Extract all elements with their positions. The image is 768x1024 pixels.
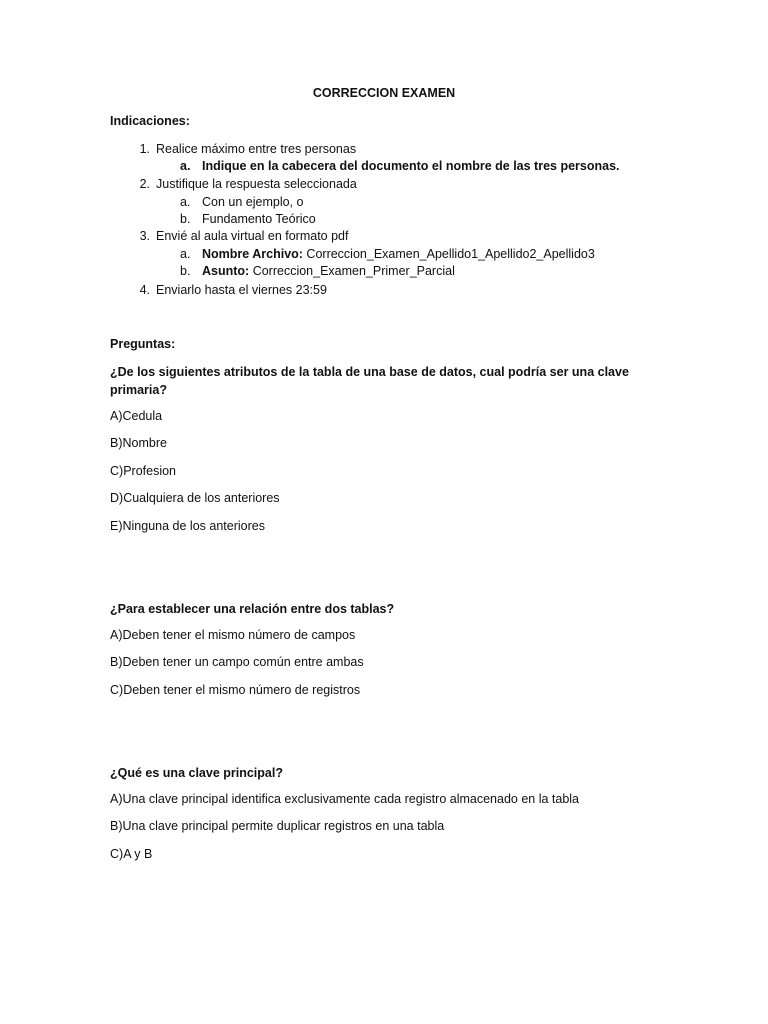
subitem-letter: b.	[180, 212, 191, 226]
subitem-text	[202, 264, 455, 278]
preguntas-heading: Preguntas:	[110, 337, 176, 351]
answer-option: D)Cualquiera de los anteriores	[110, 491, 280, 505]
instruction-number: 3.	[139, 229, 150, 243]
subitem-letter: b.	[180, 264, 191, 278]
instruction-text: Realice máximo entre tres personas	[156, 142, 357, 156]
subitem-text: Fundamento Teórico	[202, 212, 316, 226]
subitem-value: Correccion_Examen_Primer_Parcial	[249, 264, 455, 278]
answer-option: E)Ninguna de los anteriores	[110, 519, 265, 533]
subitem-text	[202, 247, 595, 261]
answer-option: B)Nombre	[110, 436, 167, 450]
question-text: ¿De los siguientes atributos de la tabla de una base de datos, cual podría ser una clave primaria?	[110, 365, 629, 397]
subitem-letter: a.	[180, 195, 191, 209]
instruction-text: Justifique la respuesta seleccionada	[156, 177, 357, 191]
indicaciones-heading: Indicaciones:	[110, 114, 190, 128]
instruction-number: 2.	[139, 177, 150, 191]
answer-option: A)Deben tener el mismo número de campos	[110, 628, 356, 642]
instruction-text: Envié al aula virtual en formato pdf	[156, 229, 349, 243]
instruction-number: 1.	[139, 142, 150, 156]
subitem-letter: a.	[180, 247, 191, 261]
instruction-text: Enviarlo hasta el viernes 23:59	[156, 283, 327, 297]
subitem-text: Indique en la cabecera del documento el nombre de las tres personas.	[202, 159, 620, 173]
answer-option: A)Cedula	[110, 409, 163, 423]
instruction-number: 4.	[139, 283, 150, 297]
question-text: ¿Para establecer una relación entre dos tablas?	[110, 602, 395, 616]
answer-option: C)Profesion	[110, 464, 176, 478]
answer-option: C)Deben tener el mismo número de registros	[110, 683, 361, 697]
subitem-label: Asunto:	[202, 264, 250, 278]
subitem-value: Correccion_Examen_Apellido1_Apellido2_Apellido3	[302, 247, 595, 261]
answer-option: B)Una clave principal permite duplicar registros en una tabla	[110, 819, 445, 833]
subitem-text: Con un ejemplo, o	[202, 195, 304, 209]
question-text: ¿Qué es una clave principal?	[110, 766, 283, 780]
subitem-label: Nombre Archivo:	[202, 247, 303, 261]
answer-option: A)Una clave principal identifica exclusivamente cada registro almacenado en la tabla	[110, 792, 580, 806]
answer-option: C)A y B	[110, 847, 153, 861]
answer-option: B)Deben tener un campo común entre ambas	[110, 655, 364, 669]
subitem-letter: a.	[180, 159, 191, 173]
document-title: CORRECCION EXAMEN	[312, 86, 456, 100]
